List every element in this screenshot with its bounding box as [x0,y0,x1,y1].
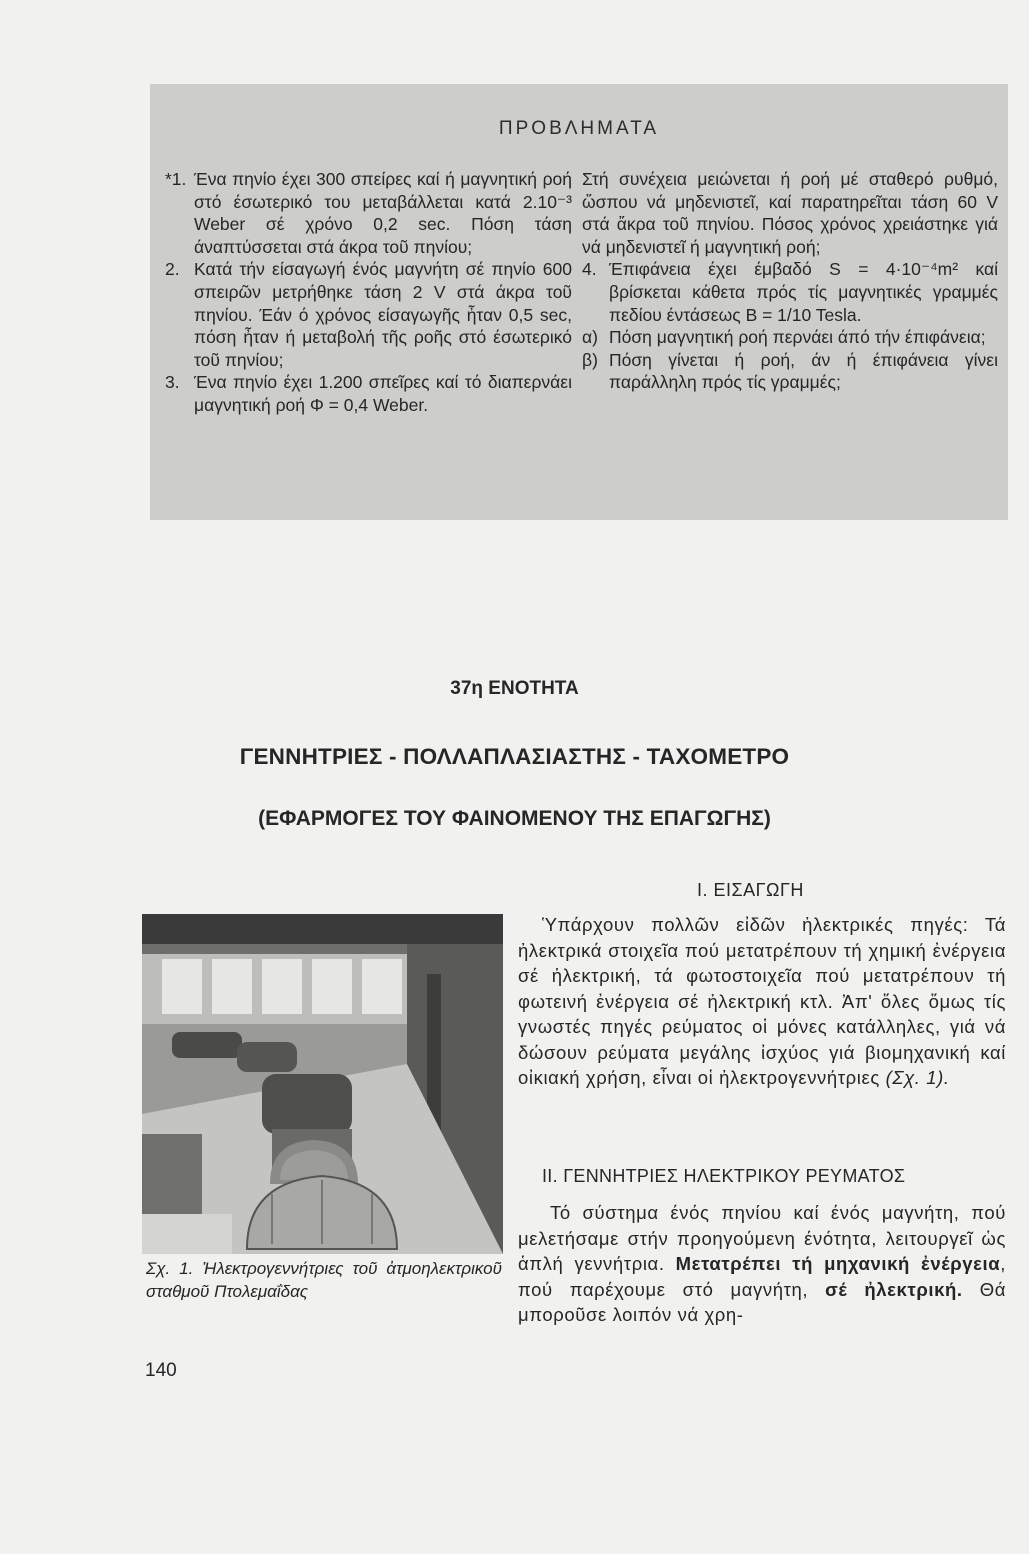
problem-number: α) [582,327,598,348]
problems-title: ΠΡΟΒΛΗΜΑΤΑ [498,118,660,139]
generators-text-bold-1: Μετατρέπει τή μηχανική ἐνέργεια [675,1253,1001,1274]
problem-1 [165,168,572,258]
problem-text: Ένα πηνίο έχει 300 σπείρες καί ή μαγνητική ροή στό έσωτερικό του μεταβάλλεται κατά 2.10⁻³ Weber σέ χρόνο 0,2 sec. Πόση τάση άναπτύσσεται στά άκρα τοῦ πηνίου; [194,169,572,257]
problem-text: Πόση γίνεται ή ροή, άν ή έπιφάνεια γίνει παράλληλη πρός τίς γραμμές; [609,349,998,393]
figure-caption: Σχ. 1. Ἠλεκτρογεννήτριες τοῦ ἀτμοηλεκτρικοῦ σταθμοῦ Πτολεμαΐδας [146,1259,502,1301]
problem-number: 4. [582,259,597,280]
problem-4a [582,326,998,349]
generators-text-a: Τό σύστημα ένός πηνίου καί ένός μαγνήτη, πού μελετήσαμε στήν προηγούμενη ένότητα, λειτουργεῖ ὡς ἁπλή γεννήτρια. [518,1202,1006,1274]
section-number: 37η ΕΝΟΤΗΤΑ [450,678,579,699]
problems-box [150,84,1008,520]
section-subtitle: (ΕΦΑΡΜΟΓΕΣ ΤΟΥ ΦΑΙΝΟΜΕΝΟΥ ΤΗΣ ΕΠΑΓΩΓΗΣ) [258,807,771,830]
problem-number: 2. [165,259,180,280]
section-title: ΓΕΝΝΗΤΡΙΕΣ - ΠΟΛΛΑΠΛΑΣΙΑΣΤΗΣ - ΤΑΧΟΜΕΤΡΟ [239,744,790,769]
problem-number: 3. [165,372,180,393]
generators-heading: II. ΓΕΝΝΗΤΡΙΕΣ ΗΛΕΚΤΡΙΚΟΥ ΡΕΥΜΑΤΟΣ [542,1166,906,1186]
generators-text-e: Θά μποροῦσε λοιπόν νά χρη- [518,1278,1006,1325]
figure-reference: (Σχ. 1). [885,1067,950,1088]
problems-left-column [165,168,572,417]
problem-text: Ένα πηνίο έχει 1.200 σπεῖρες καί τό διαπερνάει μαγνητική ροή Φ = 0,4 Weber. [194,372,572,415]
page-number: 140 [145,1360,177,1381]
intro-paragraph [518,912,1006,1091]
problem-number: *1. [165,169,187,189]
problem-4 [582,258,998,326]
generators-text-c: , πού παρέχουμε στό μαγνήτη, [518,1253,1006,1300]
intro-heading: I. ΕΙΣΑΓΩΓΗ [697,880,804,900]
problem-text: Έπιφάνεια έχει έμβαδό S = 4·10⁻⁴m² καί βρίσκεται κάθετα πρός τίς μαγνητικές γραμμές πεδίου έντάσεως B = 1/10 Tesla. [609,259,998,325]
generators-paragraph [518,1200,1006,1328]
generator-hall-photo [142,914,503,1554]
problem-3-continuation: Στή συνέχεια μειώνεται ή ροή μέ σταθερό ρυθμό, ὥσπου νά μηδενιστεῖ, καί παρατηρεῖται τάση 60 V στά ἄκρα τοῦ πηνίου. Πόσος χρόνος χρειάστηκε γιά νά μηδενιστεῖ ή μαγνητική ροή; [582,169,998,257]
problem-number: β) [582,349,598,370]
problem-3 [165,371,572,416]
problem-text: Πόση μαγνητική ροή περνάει άπό τήν έπιφάνεια; [609,327,986,348]
problem-4b [582,349,998,394]
intro-text: Ὑπάρχουν πολλῶν εἰδῶν ἠλεκτρικές πηγές: Τά ἠλεκτρικά στοιχεῖα πού μετατρέπουν τή χημική ἐνέργεια σέ ἠλεκτρική, τά φωτοστοιχεῖα πού μετατρέπουν τή φωτεινή ἐνέργεια σέ ἠλεκτρική κτλ. Ἀπ' ὅλες ὅμως τίς γνωστές πηγές ρεύματος οἱ μόνες κατάλληλες, γιά νά δώσουν ρεύματα μεγάλης ἰσχύος γιά βιομηχανική καί οἰκιακή χρήση, εἶναι οἱ ἠλεκτρογεννήτριες [518,914,1006,1088]
problem-text: Κατά τήν είσαγωγή ένός μαγνήτη σέ πηνίο 600 σπειρῶν μετρήθηκε τάση 2 V στά άκρα τοῦ πηνίου. Έάν ό χρόνος είσαγωγῆς ἦταν 0,5 sec, πόση ἦταν ή μεταβολή τῆς ροῆς στό έσωτερικό τοῦ πηνίου; [194,259,572,370]
problems-right-column [582,168,998,394]
generators-text-bold-2: σέ ἠλεκτρική. [825,1278,963,1300]
problem-2 [165,258,572,371]
